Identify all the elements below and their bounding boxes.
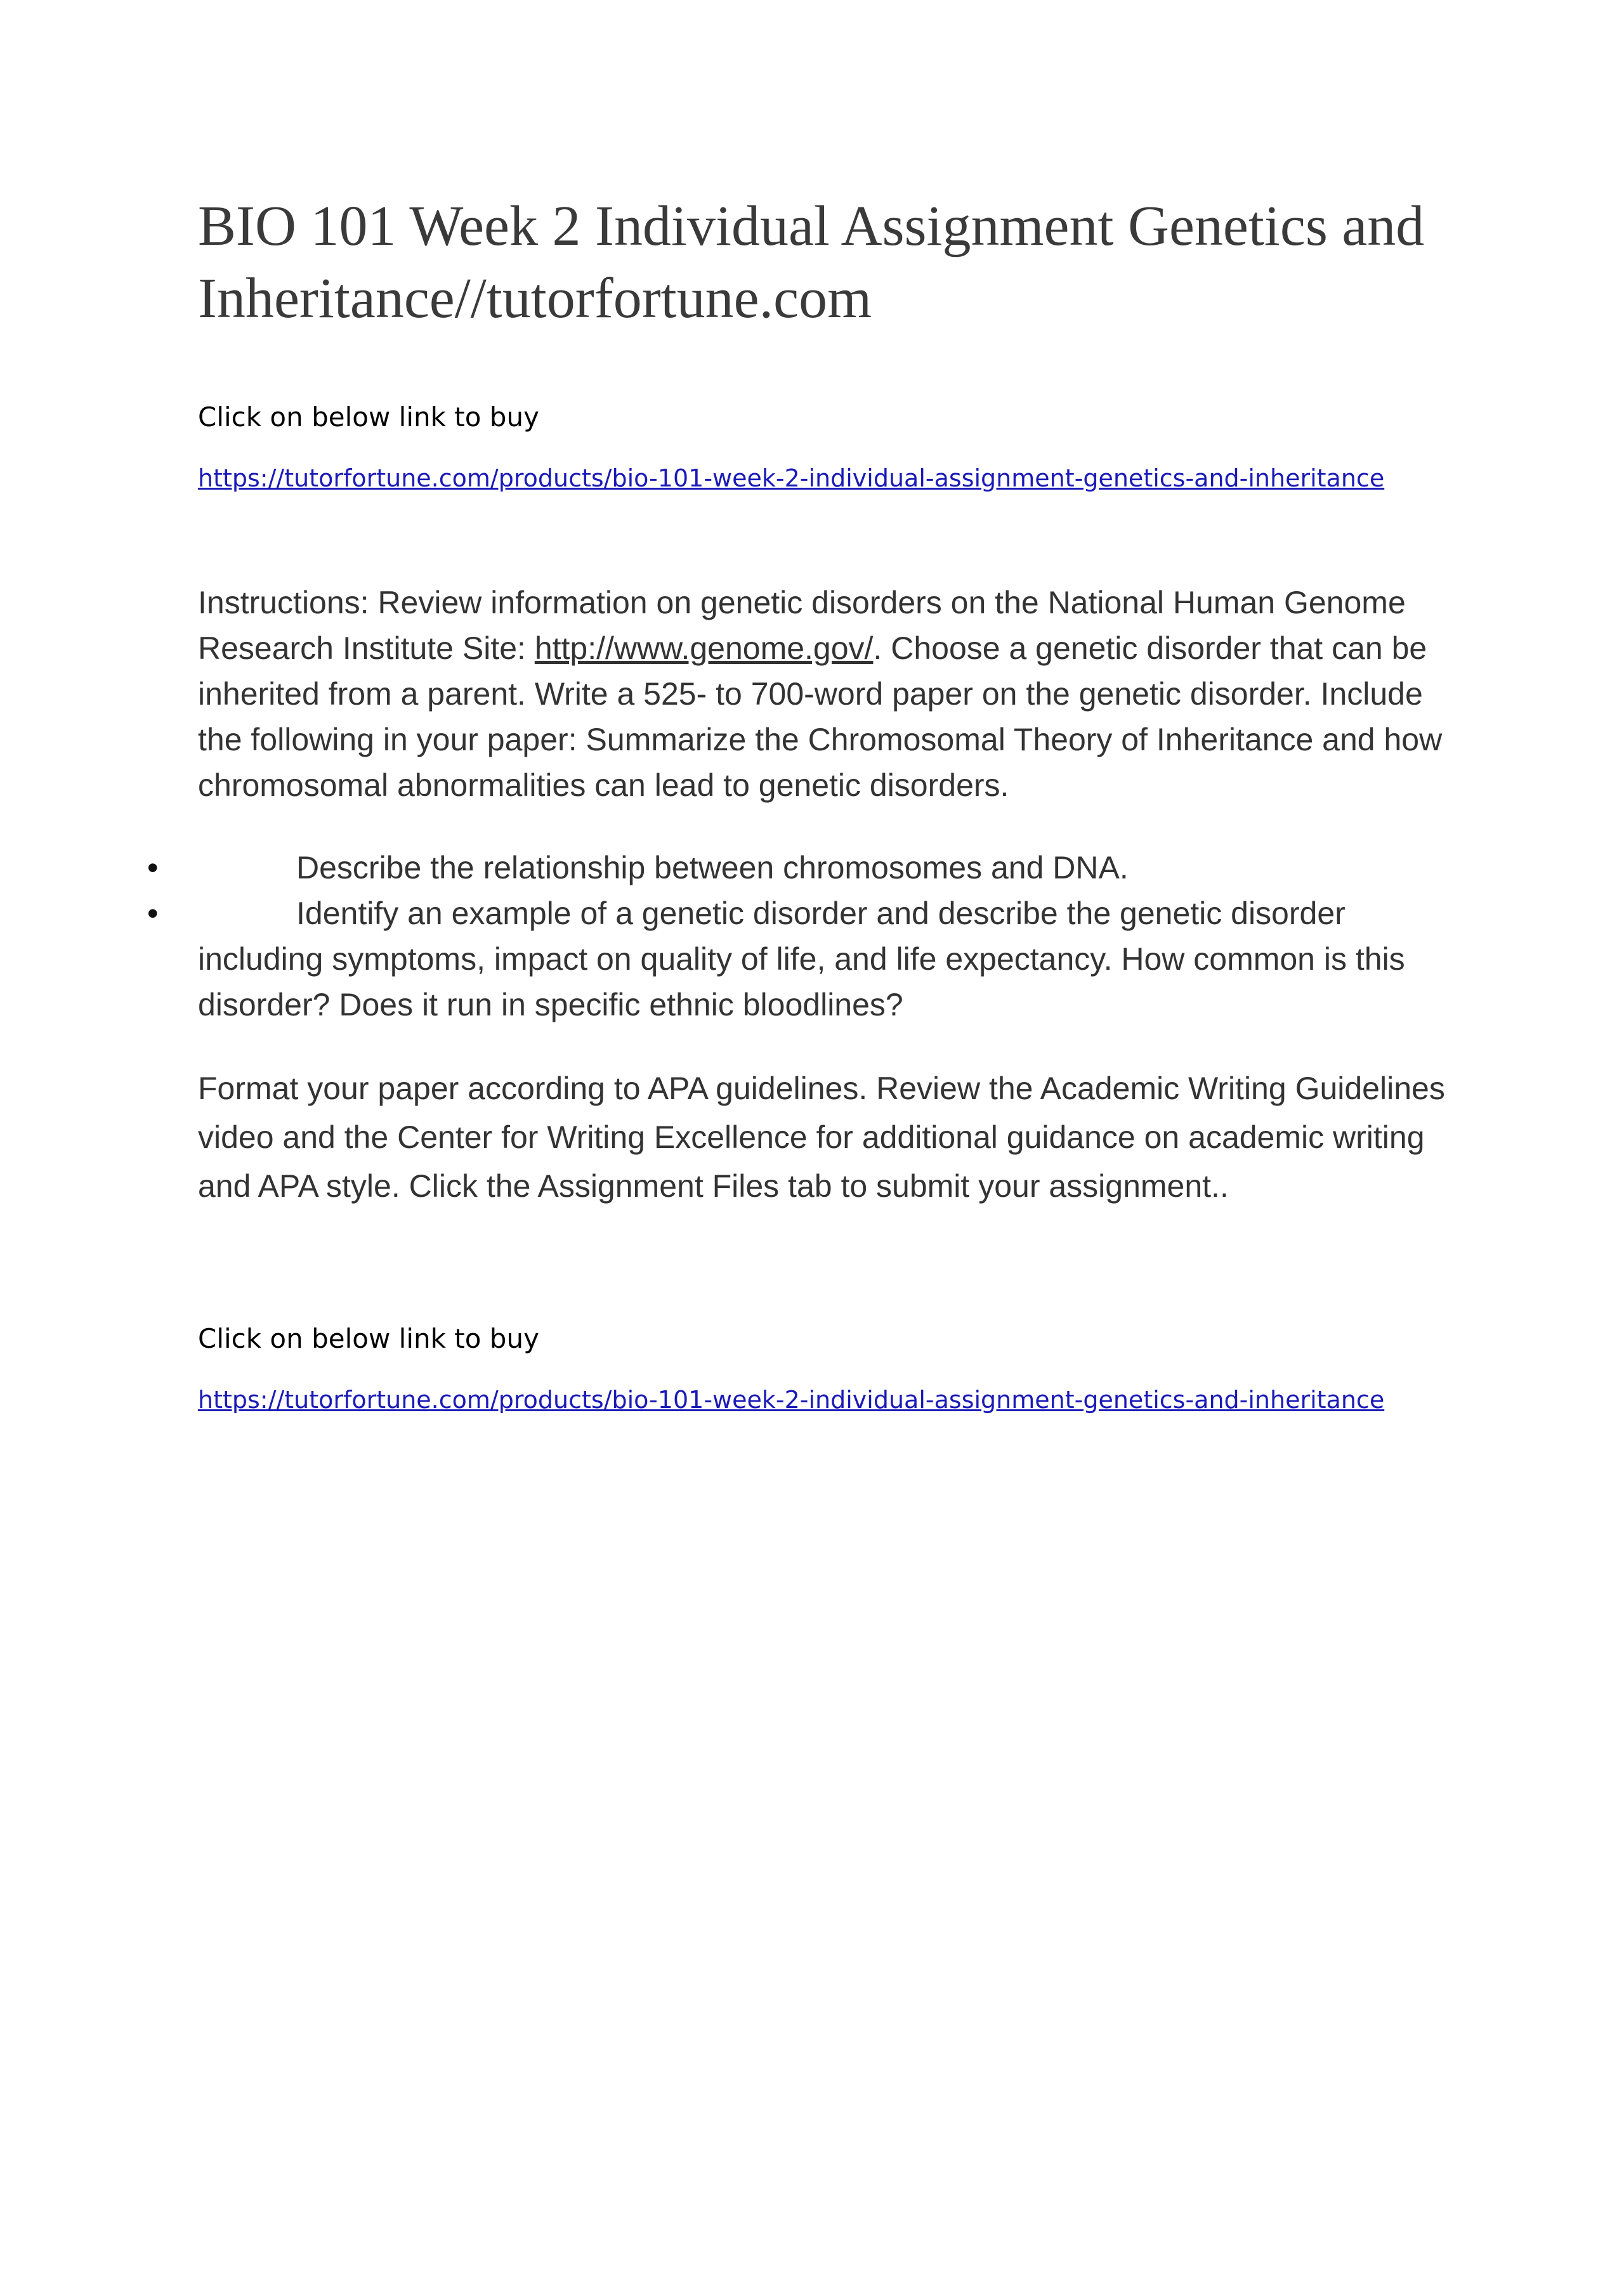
document-title: BIO 101 Week 2 Individual Assignment Genetics and Inheritance//tutorfortune.com [198,195,1425,330]
buy-link-top-line [198,459,1467,497]
buy-link-bottom[interactable]: https://tutorfortune.com/products/bio-101-week-2-individual-assignment-genetics-and-inheritance [198,1386,1385,1414]
bullet-icon: • [147,896,159,931]
buy-prompt-bottom: Click on below link to buy [198,1323,539,1354]
format-paragraph: Format your paper according to APA guidelines. Review the Academic Writing Guidelines video and the Center for Writing Excellence for additional guidance on academic writing and APA style. Click the Assignment Files tab to submit your assignment.. [198,1071,1445,1204]
instructions-paragraph [198,580,1467,808]
buy-link-bottom-line [198,1381,1467,1419]
document-page [147,190,1467,1419]
list-item [147,845,1467,890]
bullet-icon: • [147,850,159,885]
buy-prompt-top: Click on below link to buy [198,401,539,433]
instructions-text-end: . Choose a genetic disorder that can be inherited from a parent. Write a 525- to 700-word paper on the genetic disorder. Include the following in your paper: Summarize the Chromosomal Theory of Inheritance and how chromosomal abnormalities can lead to genetic disorders. [198,630,1443,803]
list-item [147,890,1467,1027]
bullet-list [147,845,1467,1027]
instructions-text-start: Instructions: Review information on genetic disorders on the National Human Genome Research Institute Site: [198,585,1406,666]
bullet-text: Describe the relationship between chromosomes and DNA. [296,850,1129,885]
bullet-text: Identify an example of a genetic disorder and describe the genetic disorder including symptoms, impact on quality of life, and life expectancy. How common is this disorder? Does it run in specific ethnic bloodlines? [198,896,1405,1022]
buy-link-top[interactable]: https://tutorfortune.com/products/bio-101-week-2-individual-assignment-genetics-and-inheritance [198,464,1385,492]
genome-link[interactable]: http://www.genome.gov/ [534,630,874,666]
